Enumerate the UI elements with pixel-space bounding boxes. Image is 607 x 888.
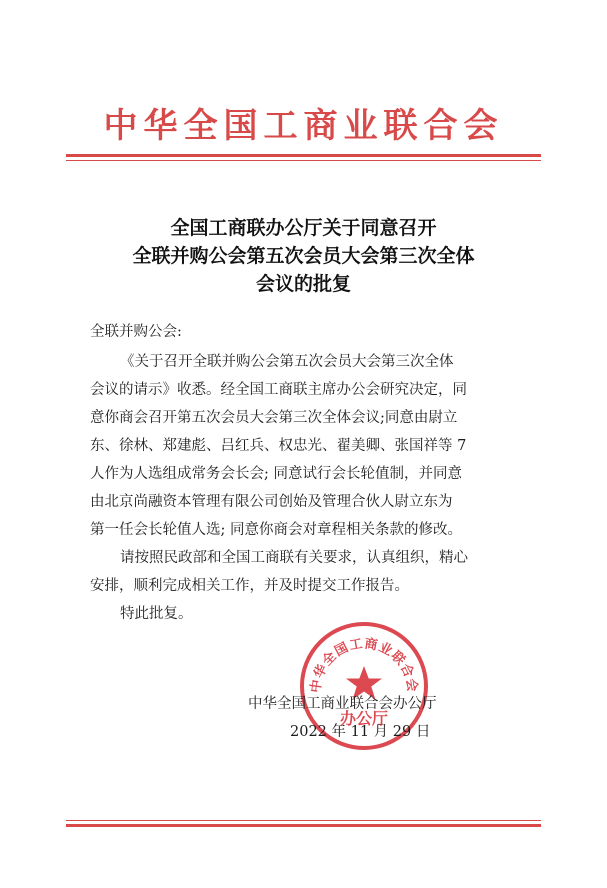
signing-date: 2022 年 11 月 29 日	[290, 724, 431, 740]
salutation: 全联并购公会:	[90, 324, 182, 340]
paragraph-1-line-2: 会议的请示》收悉。经全国工商联主席办公会研究决定，同	[90, 382, 467, 398]
paragraph-1-line-7: 第一任会长轮值人选; 同意你商会对章程相关条款的修改。	[90, 522, 462, 538]
footer-rule-thin	[66, 820, 541, 821]
signing-office: 中华全国工商业联合会办公厅	[248, 696, 437, 712]
paragraph-1-line-5: 人作为人选组成常务会长会; 同意试行会长轮值制，并同意	[90, 466, 462, 482]
title-line-1: 全国工商联办公厅关于同意召开	[170, 217, 437, 239]
paragraph-2-line-1: 请按照民政部和全国工商联有关要求，认真组织，精心	[120, 550, 468, 566]
svg-text:中华全国工商业联合会: 中华全国工商业联合会	[308, 636, 420, 694]
title-line-2: 全联并购公会第五次会员大会第三次全体	[132, 245, 475, 267]
paragraph-2-line-2: 安排，顺利完成相关工作，并及时提交工作报告。	[90, 578, 409, 594]
signature-block	[248, 690, 437, 746]
paragraph-1-line-6: 由北京尚融资本管理有限公司创始及管理合伙人尉立东为	[90, 494, 453, 510]
svg-text:办公厅: 办公厅	[339, 709, 389, 728]
paragraph-1-line-1: 《关于召开全联并购公会第五次会员大会第三次全体	[120, 354, 454, 370]
footer-rule-thick	[66, 824, 541, 827]
paragraph-1-line-3: 意你商会召开第五次会员大会第三次全体会议;同意由尉立	[90, 410, 458, 426]
letterhead-title: 中华全国工商业联合会	[103, 106, 504, 146]
title-line-3: 会议的批复	[255, 273, 351, 295]
letterhead-rule-thick	[66, 154, 541, 157]
paragraph-1-line-4: 东、徐林、郑建彪、吕红兵、权忠光、翟美卿、张国祥等 7	[90, 438, 467, 454]
document-body	[90, 318, 530, 628]
document-title	[60, 214, 547, 298]
closing-text: 特此批复。	[120, 606, 193, 622]
letterhead-rule-thin	[66, 160, 541, 161]
